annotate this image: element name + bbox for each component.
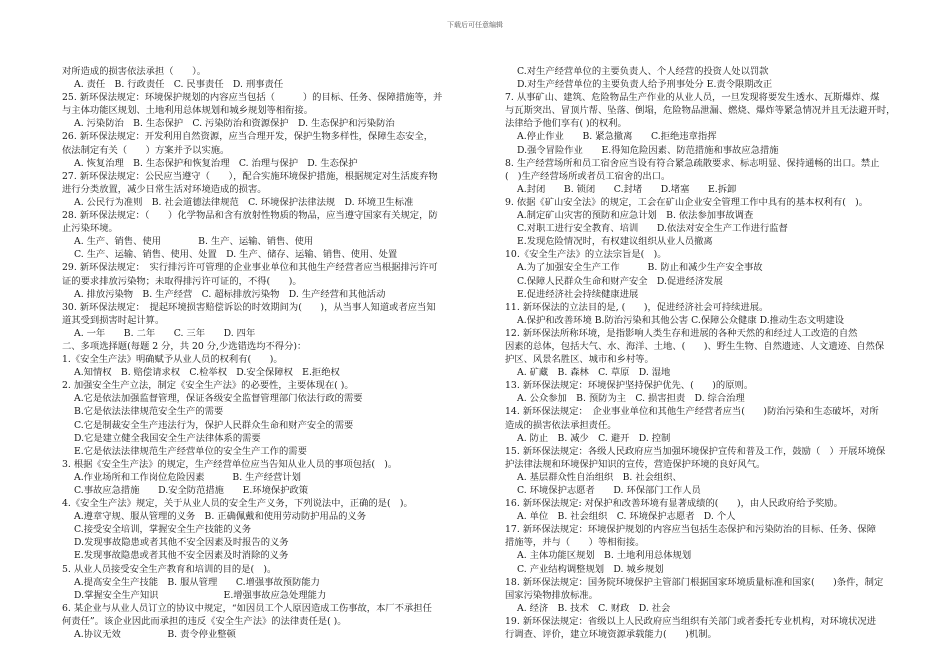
right-text-line: 10.《安全生产法》的立法宗旨是( )。 — [505, 249, 667, 261]
right-text-line: 8. 生产经营场所和员工宿舍应当设有符合紧急疏散要求、标志明显、保持通畅的出口。禁止 — [505, 157, 880, 169]
left-text-line: 进行分类放置，减少日常生活对环境造成的损害。 — [62, 183, 267, 195]
right-text-line: A.封闭 B. 锁闭 C.封堵 D.堵塞 E.拆卸 — [517, 183, 737, 195]
right-text-line: 9. 依据《矿山安全法》的规定，工会在矿山企业安全管理工作中具有的基本权利有( )。 — [505, 196, 869, 208]
left-text-line: 何责任”。该企业因此而承担的违反《安全生产法》的法律责任是( )。 — [62, 615, 347, 627]
right-column — [505, 65, 900, 641]
right-text-line: A. 单位 B. 社会组织 C. 环境保护志愿者 D. 个人 — [517, 511, 736, 523]
left-text-line: 29. 新环保法规定： 实行排污许可管理的企业事业单位和其他生产经营者应当根据排污许可 — [62, 262, 438, 274]
left-text-line: 与主体功能区规划、土地利用总体规划和城乡规划等相衔接。 — [62, 105, 314, 117]
right-text-line: 法律给予他们享有( )的权利。 — [505, 118, 627, 130]
left-text-line: 30. 新环保法规定： 提起环境损害赔偿诉讼的时效期间为( )，从当事人知道或者应当知 — [62, 301, 436, 313]
right-text-line: 16. 新环保法规定: 对保护和改善环境有显著成绩的( )，由人民政府给予奖励。 — [505, 498, 843, 510]
right-text-line: C.对职工进行安全教育、培训 D.依法对安全生产工作进行监督 — [517, 223, 788, 235]
right-text-line: A. 主体功能区规划 B. 土地利用总体规划 — [517, 550, 692, 562]
left-text-line: A.它是依法加强监督管理，保证各级安全监督管理部门依法行政的需要 — [74, 393, 363, 405]
right-text-line: A.保护和改善环境 B.防治污染和其他公害 C.保障公众健康 D.推动生态文明建设 — [517, 314, 845, 326]
right-text-line: 14. 新环保法规定： 企业事业单位和其他生产经营者应当( )防治污染和生态破坏，对所 — [505, 406, 879, 418]
left-text-line: 对所造成的损害依法承担（ ）。 — [62, 66, 207, 77]
left-text-line: A. 污染防治 B. 生态保护 C. 污染防治和资源保护 D. 生态保护和污染防治 — [74, 118, 395, 130]
left-text-line: E.发现事故隐患或者其他不安全因素及时消除的义务 — [74, 550, 289, 562]
right-text-line: E.发现危险情况时，有权建议组织从业人员撤离 — [517, 236, 713, 248]
left-text-line: 25. 新环保法规定：环境保护规划的内容应当包括（ ）的目标、任务、保障措施等，并 — [62, 92, 443, 104]
left-text-line: C. 生产、运输、销售、使用、处置 D. 生产、储存、运输、销售、使用、处置 — [74, 249, 398, 261]
right-text-line: A.为了加强安全生产工作 B. 防止和减少生产安全事故 — [517, 262, 763, 274]
right-text-line: 国家污染物排放标准。 — [505, 589, 598, 601]
left-text-line: 止污染环境。 — [62, 223, 118, 235]
right-text-line: A. 防止 B. 减少 C. 避开 D. 控制 — [517, 432, 671, 444]
right-text-line: A.停止作业 B. 紧急撤离 C.拒绝违章指挥 — [517, 131, 717, 143]
left-text-line: 6. 某企业与从业人员订立的协议中规定，“如因员工个人原因造成工伤事故，本厂不承担任 — [62, 602, 432, 614]
left-text-line: A. 一年 B. 二年 C. 三年 D. 四年 — [74, 327, 256, 339]
left-text-line: A.提高安全生产技能 B. 服从管理 C.增强事故预防能力 — [74, 576, 320, 588]
right-text-line: 13. 新环保法规定：环境保护坚持保护优先、( )的原则。 — [505, 380, 754, 392]
left-text-line: 1.《安全生产法》明确赋予从业人员的权利有( )。 — [62, 354, 283, 366]
left-text-line: A.作业场所和工作岗位危险因素 B. 生产经营计划 — [74, 471, 301, 483]
right-text-line: 护法律法规和环境保护知识的宣传，营造保护环境的良好风气。 — [505, 458, 766, 470]
page-header: 下载后可任意编辑 — [447, 21, 503, 29]
left-text-line: 道其受到损害时起计算。 — [62, 314, 165, 326]
left-text-line: A. 生产、销售、使用 B. 生产、运输、销售、使用 — [74, 236, 314, 248]
right-text-line: 与瓦斯突出、冒顶片帮、坠落、倒塌，危险物品泄漏、燃烧、爆炸等紧急情况并且无法避开时， — [505, 105, 896, 117]
left-text-line: 二、多项选择题(每题 2 分，共 20 分,少选错选均不得分)： — [62, 340, 307, 352]
right-text-line: A. 矿藏 B. 森林 C. 草原 D. 湿地 — [517, 367, 671, 379]
right-text-line: 18. 新环保法规定：国务院环境保护主管部门根据国家环境质量标准和国家( )条件，制定 — [505, 576, 884, 588]
left-text-line: C.接受安全培训，掌握安全生产技能的义务 — [74, 524, 252, 536]
left-text-line: A.协议无效 B. 责令停业整顿 — [74, 629, 236, 641]
right-text-line: C. 环境保护志愿者 D. 环保部门工作人员 — [517, 485, 701, 496]
left-text-line: 27. 新环保法规定：公民应当遵守（ ），配合实施环境保护措施，根据规定对生活废弃物 — [62, 170, 438, 182]
right-text-line: 17. 新环保法规定：环境保护规划的内容应当包括生态保护和污染防治的目标、任务、保障 — [505, 524, 877, 536]
right-text-line: 7. 从事矿山、建筑、危险物品生产作业的从业人员，一旦发现将要发生透水、瓦斯爆炸、煤 — [505, 92, 880, 104]
right-text-line: C.保障人民群众生命和财产安全 D.促进经济发展 — [517, 275, 723, 287]
right-text-line: D.对生产经营单位的主要负责人给予刑事处分 E.责令限期改正 — [517, 79, 773, 91]
left-text-line: 4.《安全生产法》规定，关于从业人员的安全生产义务，下列说法中，正确的是( )。 — [62, 498, 413, 510]
right-text-line: E.促进经济社会持续健康进展 — [517, 288, 639, 300]
left-text-line: 3. 根据《安全生产法》的规定，生产经营单位应当告知从业人员的事项包括( )。 — [62, 458, 398, 470]
left-text-line: D.掌握安全生产知识 E.增强事故应急处理能力 — [74, 589, 327, 601]
left-text-line: C.它是制裁安全生产违法行为，保护人民群众生命和财产安全的需要 — [74, 419, 354, 431]
left-text-line: D.它是建立健全我国安全生产法律体系的需要 — [74, 432, 261, 444]
right-text-line: 12. 新环保法所称环境，是指影响人类生存和进展的各种天然的和经过人工改造的自然 — [505, 327, 858, 339]
right-text-line: 措施等，并与（ ）等相衔接。 — [505, 537, 645, 549]
right-text-line: A.制定矿山灾害的预防和应急计划 B. 依法参加事故调查 — [517, 210, 754, 222]
right-text-line: 11. 新环保法的立法目的是, ( )，促进经济社会可持续进展。 — [505, 301, 769, 313]
left-text-line: A. 公民行为准则 B. 社会道德法律规范 C. 环境保护法律法规 D. 环境卫生标准 — [74, 196, 414, 208]
left-text-line: A. 责任 B. 行政责任 C. 民事责任 D. 刑事责任 — [74, 79, 284, 91]
right-text-line: 护区、风景名胜区、城市和乡村等。 — [505, 354, 654, 366]
right-text-line: C.对生产经营单位的主要负责人、个人经营的投资人处以罚款 — [517, 66, 769, 77]
right-text-line: 造成的损害依法承担责任。 — [505, 419, 617, 431]
right-text-line: A. 基层群众性自治组织 B. 社会组织、 — [517, 471, 682, 483]
right-text-line: ( )生产经营场所或者员工宿舍的出口。 — [505, 170, 671, 182]
right-text-line: D.强令冒险作业 E.得知危险因素、防范措施和事故应急措施 — [517, 144, 779, 156]
left-text-line: C.事故应急措施 D.安全防范措施 E.环境保护政策 — [74, 485, 309, 496]
left-text-line: 26. 新环保法规定：开发利用自然资源，应当合理开发，保护生物多样性，保障生态安全， — [62, 131, 434, 143]
left-text-line: 依法制定有关（ ）方案并予以实施。 — [62, 144, 230, 156]
left-text-line: 2. 加强安全生产立法，制定《安全生产法》的必要性，主要体现在( )。 — [62, 380, 354, 392]
right-text-line: A. 经济 B. 技术 C. 财政 D. 社会 — [517, 602, 671, 614]
right-text-line: 15. 新环保法规定：各级人民政府应当加强环境保护宣传和普及工作，鼓励（ ）开展环境保 — [505, 445, 886, 457]
left-text-line: B.它是依法法律规范安全生产的需要 — [74, 406, 224, 418]
left-text-line: D.发现事故隐患或者其他不安全因素及时报告的义务 — [74, 537, 289, 549]
left-text-line: E.它是依法法律规范生产经营单位的安全生产工作的需要 — [74, 445, 307, 457]
right-text-line: 因素的总体，包括大气、水、海洋、土地、( )、野生生物、自然遗迹、人文遗迹、自然保 — [505, 340, 885, 352]
right-text-line: A. 公众参加 B. 预防为主 C. 损害担责 D. 综合治理 — [517, 393, 745, 405]
left-text-line: 5. 从业人员接受安全生产教育和培训的目的是( )。 — [62, 563, 277, 575]
left-text-line: A.知情权 B. 赔偿请求权 C.检举权 D.安全保障权 E.拒绝权 — [74, 367, 340, 379]
left-text-line: 证的要求排放污染物；未取得排污许可证的，不得( )。 — [62, 275, 302, 287]
left-text-line: A. 排放污染物 B. 生产经营 C. 超标排放污染物 D. 生产经营和其他活动 — [74, 288, 386, 300]
right-text-line: 19. 新环保法规定：省级以上人民政府应当组织有关部门或者委托专业机构，对环境状况进 — [505, 615, 877, 627]
left-column — [62, 65, 457, 641]
left-text-line: A.遵章守规、服从管理的义务 B. 正确佩戴和使用劳动防护用品的义务 — [74, 511, 367, 523]
left-text-line: A. 恢复治理 B. 生态保护和恢复治理 C. 治理与保护 D. 生态保护 — [74, 157, 358, 169]
right-text-line: C. 产业结构调整规划 D. 城乡规划 — [517, 563, 664, 575]
left-text-line: 28. 新环保法规定：（ ）化学物品和含有放射性物质的物品，应当遵守国家有关规定，防 — [62, 210, 438, 222]
right-text-line: 行调查、评价，建立环境资源承载能力( )机制。 — [505, 629, 717, 641]
